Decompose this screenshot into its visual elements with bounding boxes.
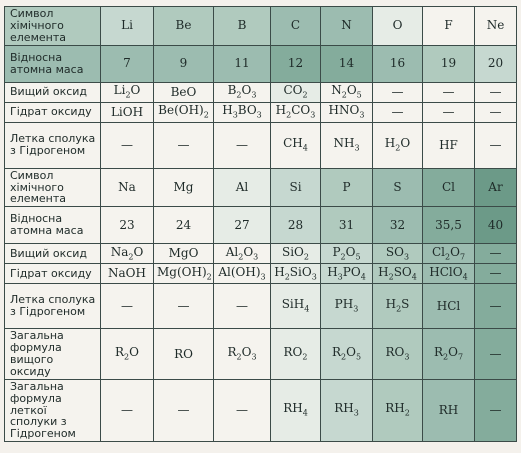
cell-value: $RH_4$ xyxy=(271,379,321,441)
cell-value: $Na_2O$ xyxy=(101,244,154,264)
cell-value: — xyxy=(154,284,214,329)
cell-value: $RH_2$ xyxy=(373,379,423,441)
cell-value: 11 xyxy=(214,45,271,82)
cell-value: — xyxy=(475,244,517,264)
cell-value: 19 xyxy=(423,45,475,82)
cell-value: HCl xyxy=(423,284,475,329)
cell-value: — xyxy=(475,122,517,168)
cell-value: $R_2O_3$ xyxy=(214,329,271,380)
element-symbol: Al xyxy=(214,168,271,207)
cell-value: 20 xyxy=(475,45,517,82)
cell-value: — xyxy=(373,102,423,122)
row-header: Загальна формула вищого оксиду xyxy=(5,329,101,380)
cell-value: $B_2O_3$ xyxy=(214,82,271,102)
element-symbol: N xyxy=(321,7,373,46)
cell-value: SiH$_4$ xyxy=(271,284,321,329)
cell-value: — xyxy=(475,379,517,441)
cell-value: 35,5 xyxy=(423,207,475,244)
row-header: Летка сполука з Гідрогеном xyxy=(5,122,101,168)
cell-value: — xyxy=(214,284,271,329)
cell-value: 31 xyxy=(321,207,373,244)
cell-value: RO xyxy=(154,329,214,380)
cell-value: $N_2O_5$ xyxy=(321,82,373,102)
cell-value: 12 xyxy=(271,45,321,82)
cell-value: — xyxy=(423,102,475,122)
cell-value: — xyxy=(475,284,517,329)
cell-value: $H_2SO_4$ xyxy=(373,264,423,284)
table-row xyxy=(5,82,517,102)
cell-value: $R_2O$ xyxy=(101,329,154,380)
cell-value: 14 xyxy=(321,45,373,82)
cell-value: — xyxy=(475,264,517,284)
cell-value: SiO$_2$ xyxy=(271,244,321,264)
row-header: Символ хімічного елемента xyxy=(5,7,101,46)
table-row xyxy=(5,102,517,122)
element-symbol: O xyxy=(373,7,423,46)
cell-value: $Li_2O$ xyxy=(101,82,154,102)
cell-value: $RH_3$ xyxy=(321,379,373,441)
element-symbol: Cl xyxy=(423,168,475,207)
cell-value: — xyxy=(214,379,271,441)
row-header: Летка сполука з Гідрогеном xyxy=(5,284,101,329)
cell-value: — xyxy=(373,82,423,102)
cell-value: $R_2O_7$ xyxy=(423,329,475,380)
row-header: Відносна атомна маса xyxy=(5,207,101,244)
cell-value: HClO$_4$ xyxy=(423,264,475,284)
cell-value: $PH_3$ xyxy=(321,284,373,329)
cell-value: $R_2O_5$ xyxy=(321,329,373,380)
cell-value: 16 xyxy=(373,45,423,82)
cell-value: $Al_2O_3$ xyxy=(214,244,271,264)
row-header: Вищий оксид xyxy=(5,82,101,102)
cell-value: $SO_3$ xyxy=(373,244,423,264)
cell-value: $CO_2$ xyxy=(271,82,321,102)
cell-value: 28 xyxy=(271,207,321,244)
table-row xyxy=(5,264,517,284)
cell-value: $Mg(OH)_2$ xyxy=(154,264,214,284)
cell-value: — xyxy=(101,122,154,168)
cell-value: — xyxy=(214,122,271,168)
cell-value: — xyxy=(423,82,475,102)
element-symbol: P xyxy=(321,168,373,207)
cell-value: 23 xyxy=(101,207,154,244)
cell-value: $NH_3$ xyxy=(321,122,373,168)
element-symbol: Mg xyxy=(154,168,214,207)
row-header: Гідрат оксиду xyxy=(5,102,101,122)
cell-value: — xyxy=(154,379,214,441)
element-symbol: Li xyxy=(101,7,154,46)
row-header: Гідрат оксиду xyxy=(5,264,101,284)
cell-value: $P_2O_5$ xyxy=(321,244,373,264)
cell-value: 7 xyxy=(101,45,154,82)
element-symbol: Ne xyxy=(475,7,517,46)
cell-value: $Cl_2O_7$ xyxy=(423,244,475,264)
element-symbol: Ar xyxy=(475,168,517,207)
cell-value: LiOH xyxy=(101,102,154,122)
element-symbol: Be xyxy=(154,7,214,46)
element-symbol: Si xyxy=(271,168,321,207)
cell-value: BeO xyxy=(154,82,214,102)
table-row xyxy=(5,284,517,329)
table-row xyxy=(5,122,517,168)
cell-value: $Al(OH)_3$ xyxy=(214,264,271,284)
row-header: Символ хімічного елемента xyxy=(5,168,101,207)
table-row xyxy=(5,329,517,380)
table-row xyxy=(5,244,517,264)
cell-value: $Be(OH)_2$ xyxy=(154,102,214,122)
table-row xyxy=(5,168,517,207)
cell-value: $CH_4$ xyxy=(271,122,321,168)
element-symbol: B xyxy=(214,7,271,46)
cell-value: 40 xyxy=(475,207,517,244)
cell-value: 32 xyxy=(373,207,423,244)
cell-value: $H_2O$ xyxy=(373,122,423,168)
cell-value: 9 xyxy=(154,45,214,82)
periodic-properties-table xyxy=(4,6,517,442)
cell-value: — xyxy=(475,82,517,102)
cell-value: — xyxy=(475,329,517,380)
table-row xyxy=(5,379,517,441)
cell-value: RH xyxy=(423,379,475,441)
table-row xyxy=(5,207,517,244)
cell-value: — xyxy=(154,122,214,168)
cell-value: $H_2CO_3$ xyxy=(271,102,321,122)
cell-value: $H_2S$ xyxy=(373,284,423,329)
table-row xyxy=(5,45,517,82)
cell-value: 24 xyxy=(154,207,214,244)
element-symbol: S xyxy=(373,168,423,207)
element-symbol: C xyxy=(271,7,321,46)
row-header: Відносна атомна маса xyxy=(5,45,101,82)
cell-value: $H_2SiO_3$ xyxy=(271,264,321,284)
cell-value: $HNO_3$ xyxy=(321,102,373,122)
element-symbol: Na xyxy=(101,168,154,207)
cell-value: 27 xyxy=(214,207,271,244)
row-header: Вищий оксид xyxy=(5,244,101,264)
cell-value: MgO xyxy=(154,244,214,264)
cell-value: HF xyxy=(423,122,475,168)
cell-value: $RO_2$ xyxy=(271,329,321,380)
cell-value: $H_3BO_3$ xyxy=(214,102,271,122)
cell-value: $RO_3$ xyxy=(373,329,423,380)
cell-value: — xyxy=(475,102,517,122)
cell-value: — xyxy=(101,379,154,441)
cell-value: $H_3PO_4$ xyxy=(321,264,373,284)
cell-value: NaOH xyxy=(101,264,154,284)
element-symbol: F xyxy=(423,7,475,46)
row-header: Загальна формула леткої сполуки з Гідрогеном xyxy=(5,379,101,441)
cell-value: — xyxy=(101,284,154,329)
table-row xyxy=(5,7,517,46)
